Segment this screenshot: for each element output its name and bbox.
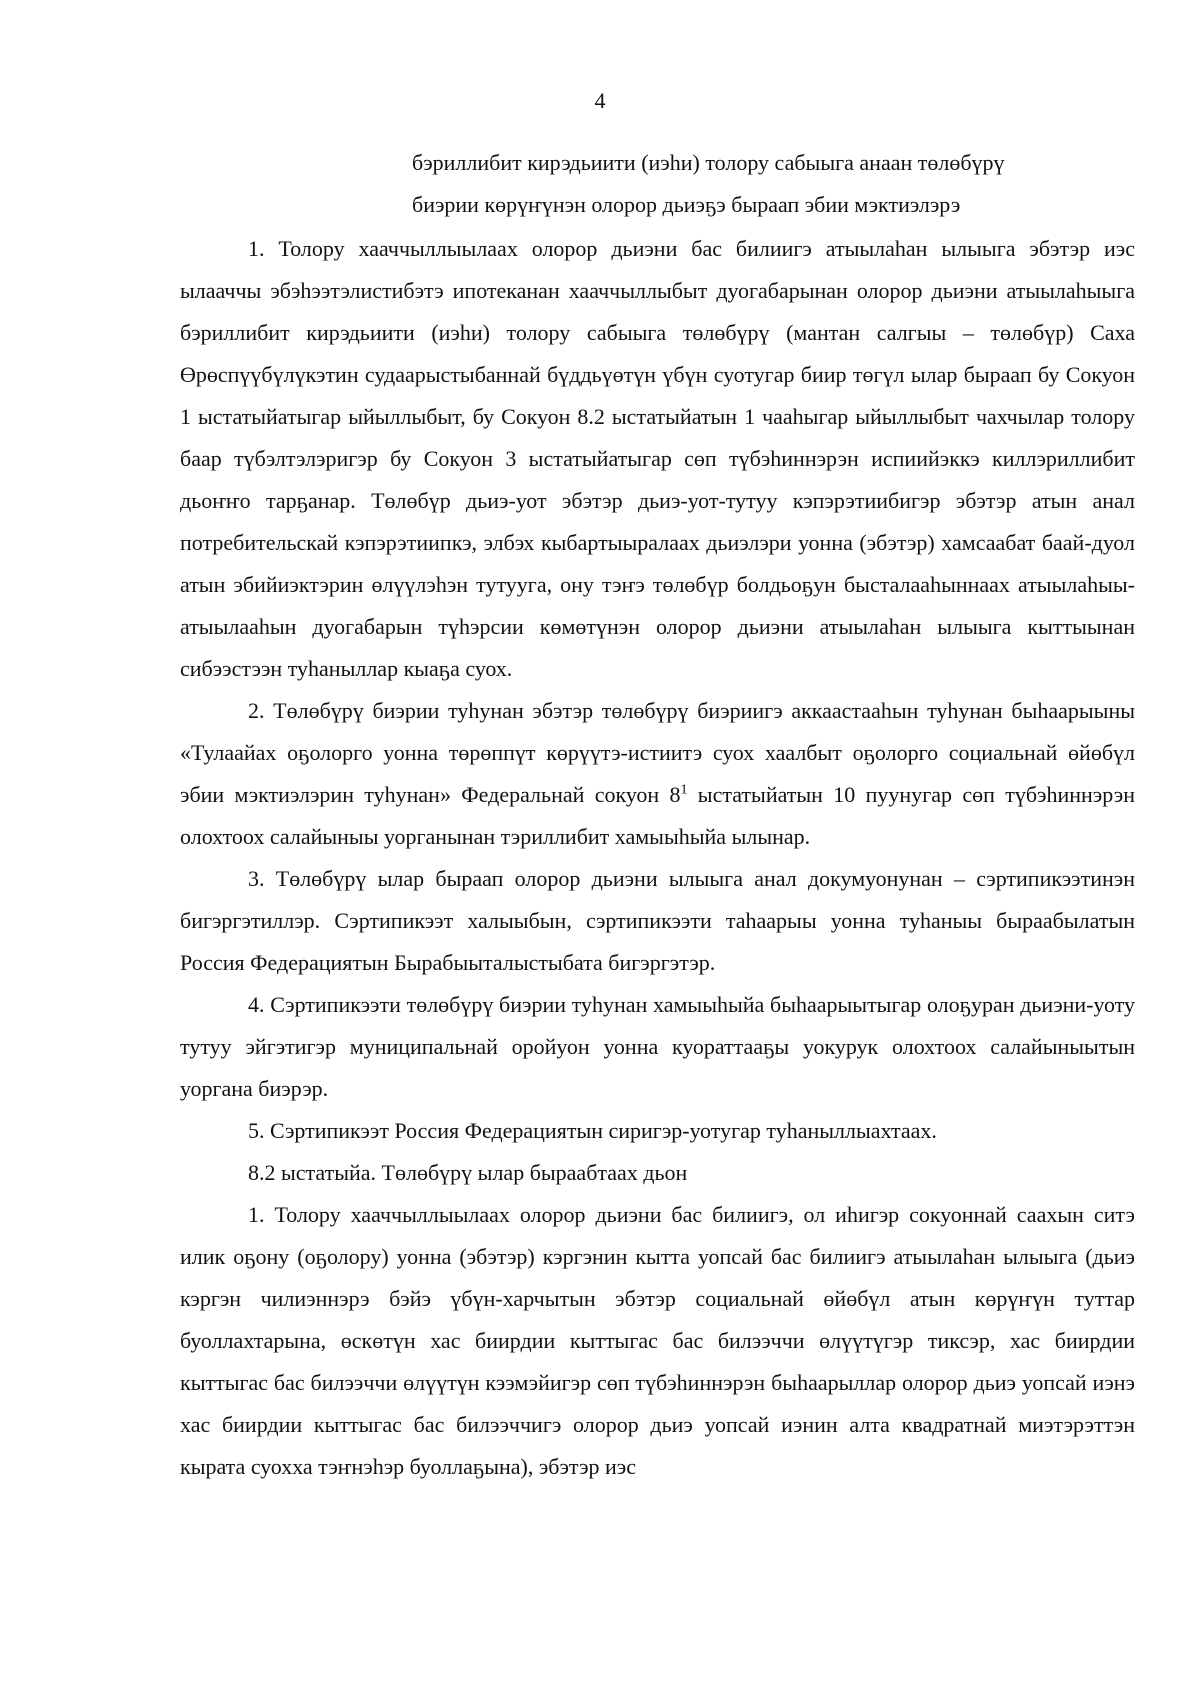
paragraph-4: 4. Сэртипикээти төлөбүрү биэрии туhунан хамыыhыйа быhаарыытыгар олоҕуран дьиэни-уоту тутуу эйгэтигэр муниципальнай оройуон уонна куораттааҕы уокурук олохтоох салайыныытын уоргана биэрэр. <box>180 992 1135 1101</box>
paragraph-2 <box>180 690 1135 858</box>
paragraph-1: 1. Толору хааччыллыылаах олорор дьиэни бас билиигэ атыылаhан ылыыга эбэтэр иэс ылааччы эбэhээтэлистибэтэ ипотеканан хааччыллыбыт дуогабарынан олорор дьиэни атыылаhыыга бэриллибит кирэдьиити (иэhи) толору сабыыга төлөбүрү (мантан салгыы – төлөбүр) Саха Өрөспүүбүлүкэтин судаарыстыбаннай бүддьүөтүн үбүн суотугар биир төгүл ылар быраап бу Сокуон 1 ыстатыйатыгар ыйыллыбыт, бу Сокуон 8.2 ыстатыйатын 1 чааhыгар ыйыллыбыт чахчылар толору баар түбэлтэлэригэр бу Сокуон 3 ыстатыйатыгар сөп түбэhиннэрэн испиийэккэ киллэриллибит дьоҥҥо тарҕанар. Төлөбүр дьиэ-уот эбэтэр дьиэ-уот-тутуу кэпэрэтиибигэр эбэтэр атын анал потребительскай кэпэрэтиипкэ, элбэх кыбартыыралаах дьиэлэри уонна (эбэтэр) хамсаабат баай-дуол атын эбийиэктэрин өлүүлэhэн тутууга, ону тэҥэ төлөбүр болдьоҕун бысталааhыннаах атыылаhыы-атыылааhын дуогабарын түhэрсии көмөтүнэн олорор дьиэни атыылаhан ылыыга кыттыынан сибээстээн туhаныллар кыаҕа суох. <box>180 236 1135 681</box>
article-heading: 8.2 ыстатыйа. Төлөбүрү ылар быраабтаах дьон <box>248 1160 688 1185</box>
page-number: 4 <box>594 88 606 113</box>
paragraph-2-superscript: 1 <box>680 782 688 798</box>
paragraph-5: 5. Сэртипикээт Россия Федерациятын сиригэр-уотугар туhаныллыахтаах. <box>248 1118 937 1143</box>
paragraph-7: 1. Толору хааччыллыылаах олорор дьиэни бас билиигэ, ол иhигэр сокуоннай саахын ситэ илик оҕону (оҕолору) уонна (эбэтэр) кэргэнин кытта уопсай бас билиигэ атыылаhан ылыыга (дьиэ кэргэн чилиэннэрэ бэйэ үбүн-харчытын эбэтэр социальнай өйөбүл атын көрүҥүн туттар буоллахтарына, өскөтүн хас биирдии кыттыгас бас билээччи өлүүтүгэр тиксэр, хас биирдии кыттыгас бас билээччи өлүүтүн кээмэйигэр сөп түбэhиннэрэн быhаарыллар олорор дьиэ уопсай иэнэ хас биирдии кыттыгас бас билээччигэ олорор дьиэ уопсай иэнин алта квадратнай миэтэрэттэн кырата суохха тэҥнэhэр буоллаҕына), эбэтэр иэс <box>180 1202 1135 1479</box>
document-body <box>180 228 1135 1488</box>
section-heading-line-1: бэриллибит кирэдьиити (иэhи) толору сабыыга анаан төлөбүрү <box>412 150 1005 175</box>
section-heading-line-2: биэрии көрүҥүнэн олорор дьиэҕэ быраап эбии мэктиэлэрэ <box>412 192 961 217</box>
section-heading <box>412 142 1092 226</box>
paragraph-3: 3. Төлөбүрү ылар быраап олорор дьиэни ылыыга анал докумуонунан – сэртипикээтинэн бигэргэтиллэр. Сэртипикээт халыыбын, сэртипикээти таhаарыы уонна туhаныы быраабылатын Россия Федерациятын Бырабыыталыстыбата бигэргэтэр. <box>180 866 1135 975</box>
paragraph-2-text-end: ыстатыйатын 10 пуунугар сөп түбэhиннэрэн олохтоох салайыныы уорганынан тэриллибит хамыыhыйа ылынар. <box>180 782 1135 849</box>
paragraph-2-text-start: 2. Төлөбүрү биэрии туhунан эбэтэр төлөбүрү биэриигэ аккаастааhын туhунан быhаарыыны «Тулаайах оҕолорго уонна төрөппүт көрүүтэ-истиитэ суох хаалбыт оҕолорго социальнай өйөбүл эбии мэктиэлэрин туhунан» Федеральнай сокуон 8 <box>180 698 1135 807</box>
